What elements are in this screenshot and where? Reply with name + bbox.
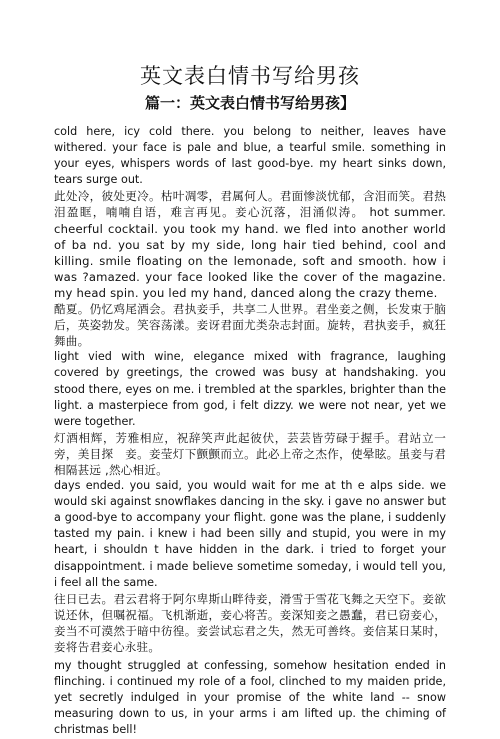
paragraph-en-1: cold here, icy cold there. you belong to neither, leaves have withered. your face is pale and blue, a tearful smile. something in your eyes, whispers words of last good-bye. my heart sinks down, tears surge out. bbox=[54, 125, 446, 187]
document-subtitle: 篇一：英文表白情书写给男孩】 bbox=[144, 94, 355, 112]
paragraph-cn-1: 此处冷，彼处更冷。枯叶凋零，君属何人。君面惨淡忧郁，含泪而笑。君热泪盈眶，喃喃自语，难言再见。妾心沉落，泪涌似涛。 hot summer. cheerful cocktail. you took my hand. we fled into another world of ba nd. you sat by my side, long hair tied behind, cool and killing. smile floating on the lemonade, soft and smooth. how i was ?amazed. your face looked like the cover of the magazine. my head spin. you led my hand, danced along the crazy theme. bbox=[54, 189, 446, 300]
paragraph-en-3: days ended. you said, you would wait for me at th e alps side. we would ski against snowflakes dancing in the sky. i gave no answer but a good-bye to accompany your flight. gone was the plane, i suddenly tasted my pain. i knew i had been silly and stupid, you were in my heart, i shouldn t have hidden in the dark. i tried to forget your disappointment. i made believe sometime someday, i would tell you, i feel all the same. bbox=[54, 479, 446, 589]
paragraph-en-4: my thought struggled at confessing, somehow hesitation ended in flinching. i continued my role of a fool, clinched to my maiden pride, yet secretly indulged in your promise of the white land -- snow measuring down to us, in your arms i am lifted up. the chiming of christmas bell! bbox=[54, 659, 446, 737]
paragraph-cn-2: 酷夏。仍忆鸡尾酒会。君执妾手，共享二人世界。君坐妾之侧，长发束于脑后，英姿勃发。笑容荡漾。妾讶君面尤类杂志封面。旋转，君执妾手，疯狂舞曲。 bbox=[54, 302, 446, 349]
document-body bbox=[54, 124, 446, 739]
document-title: 英文表白情书写给男孩 bbox=[140, 64, 360, 88]
paragraph-cn-4: 往日已去。君云君将于阿尔卑斯山畔待妾，滑雪于雪花飞舞之天空下。妾欲说还休，但嘱祝福。飞机渐逝，妾心将苦。妾深知妾之愚蠢，君已窃妾心，妾当不可漠然于暗中彷徨。妾尝试忘君之失，然无可善终。妾信某日某时，妾将告君妾心永驻。 bbox=[54, 591, 446, 654]
paragraph-en-2: light vied with wine, elegance mixed with fragrance, laughing covered by greetings, the crowed was busy at handshaking. you stood there, eyes on me. i trembled at the sparkles, brighter than the light. a masterpiece from god, i felt dizzy. we were not near, yet we were together. bbox=[54, 350, 446, 428]
paragraph-cn-3: 灯酒相辉，芳雅相应，祝辞笑声此起彼伏，芸芸皆劳碌于握手。君站立一旁，美目探 妾。妾莹灯下颤颤而立。此必上帝之杰作，使晕眩。虽妾与君相隔甚远 ,然心相近。 bbox=[54, 430, 446, 477]
